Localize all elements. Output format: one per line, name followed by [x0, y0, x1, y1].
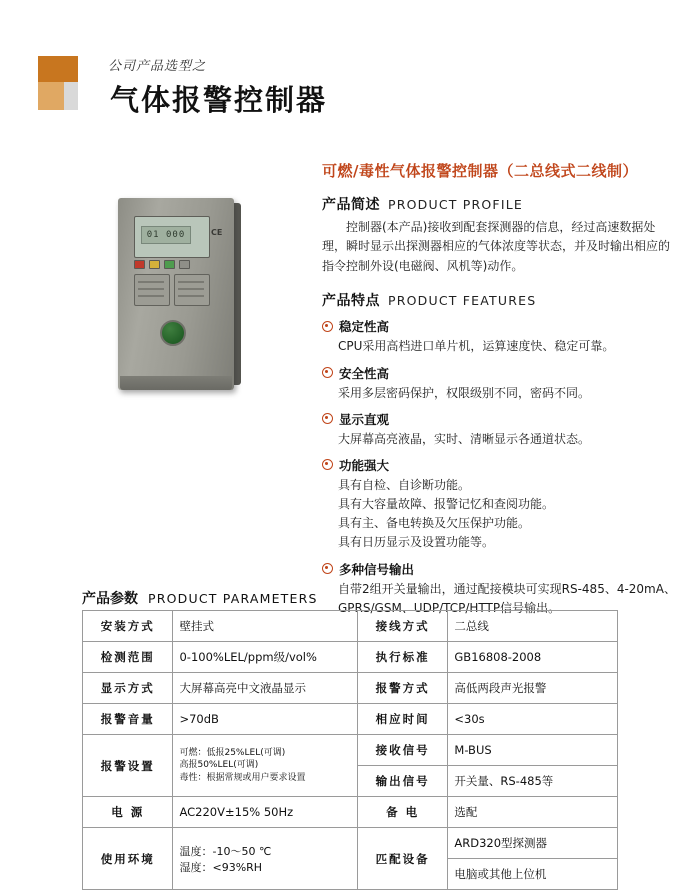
- device-lcd-readout: 01 000: [141, 226, 191, 244]
- param-value: <30s: [448, 704, 618, 735]
- parameters-table: [82, 610, 618, 890]
- feature-detail: [338, 384, 672, 403]
- feature-title: 显示直观: [339, 411, 390, 427]
- feature-title: 安全性高: [339, 365, 390, 381]
- param-label: 匹配设备: [357, 828, 447, 890]
- feature-line: GPRS/GSM、UDP/TCP/HTTP信号输出。: [338, 600, 561, 615]
- led-power-icon: [164, 260, 175, 269]
- param-value: AC220V±15% 50Hz: [173, 797, 357, 828]
- param-value: 电脑或其他上位机: [448, 859, 618, 890]
- device-left-panel: [134, 274, 170, 306]
- device-base: [120, 376, 232, 390]
- table-row: [83, 642, 618, 673]
- feature-line: 具有主、备电转换及欠压保护功能。: [338, 516, 531, 531]
- features-heading-en: PRODUCT FEATURES: [388, 293, 537, 309]
- profile-text: 控制器(本产品)接收到配套探测器的信息，经过高速数据处理，瞬时显示出探测器相应的气体浓度等状态，并及时输出相应的指令控制外设(电磁阀、风机等)动作。: [322, 220, 671, 273]
- product-image: [118, 198, 250, 398]
- table-row: [83, 704, 618, 735]
- feature-item: [322, 364, 672, 403]
- feature-detail: [338, 337, 672, 356]
- param-value-multiline: [173, 828, 357, 890]
- feature-detail: [338, 430, 672, 449]
- param-value: 选配: [448, 797, 618, 828]
- param-label: 接线方式: [357, 611, 447, 642]
- device-enclosure: [118, 198, 234, 390]
- param-value-multiline: [173, 735, 357, 797]
- param-label: 显示方式: [83, 673, 173, 704]
- page-title: 气体报警控制器: [110, 83, 328, 117]
- led-status-icon: [179, 260, 190, 269]
- param-label: 报警音量: [83, 704, 173, 735]
- param-value: ARD320型探测器: [448, 828, 618, 859]
- param-label: 执行标准: [357, 642, 447, 673]
- param-value: 高低两段声光报警: [448, 673, 618, 704]
- param-value-line: 可燃：低报25%LEL(可调): [179, 748, 286, 759]
- feature-title-row: [322, 317, 672, 335]
- ce-mark-icon: CE: [211, 228, 223, 237]
- header-accent-block-tan: [38, 82, 64, 110]
- param-value: 开关量、RS-485等: [448, 766, 618, 797]
- section-heading-parameters: [82, 588, 318, 608]
- section-heading-features: [322, 290, 672, 310]
- param-label: 报警设置: [83, 735, 173, 797]
- table-row: [83, 828, 618, 859]
- product-content: [322, 194, 676, 618]
- features-heading-cn: 产品特点: [322, 293, 380, 310]
- table-row: [83, 673, 618, 704]
- table-row: [83, 797, 618, 828]
- feature-item: [322, 456, 672, 553]
- param-value: 0-100%LEL/ppm级/vol%: [173, 642, 357, 673]
- bullet-icon: [322, 321, 333, 332]
- param-value-line: 温度：-10～50 ℃: [179, 844, 272, 858]
- param-label: 使用环境: [83, 828, 173, 890]
- param-value-line: 毒性：根据常规或用户要求设置: [179, 772, 306, 783]
- section-heading-profile: [322, 194, 672, 214]
- bullet-icon: [322, 413, 333, 424]
- feature-line: 采用多层密码保护，权限级别不同，密码不同。: [338, 385, 591, 400]
- feature-line: 具有日历显示及设置功能等。: [338, 535, 495, 550]
- param-label: 相应时间: [357, 704, 447, 735]
- feature-line: CPU采用高档进口单片机，运算速度快、稳定可靠。: [338, 339, 615, 354]
- param-label: 输出信号: [357, 766, 447, 797]
- device-power-knob-icon: [160, 320, 186, 346]
- bullet-icon: [322, 563, 333, 574]
- page-header: [0, 0, 700, 130]
- table-row: [83, 735, 618, 766]
- feature-line: 具有自检、自诊断功能。: [338, 477, 471, 492]
- feature-line: 自带2组开关量输出，通过配接模块可实现RS-485、4-20mA、: [338, 581, 676, 596]
- product-title: 可燃/毒性气体报警控制器（二总线式二线制）: [322, 162, 638, 180]
- param-value: M-BUS: [448, 735, 618, 766]
- param-value-line: 湿度：<93%RH: [179, 860, 263, 874]
- led-alarm-icon: [134, 260, 145, 269]
- param-label: 电 源: [83, 797, 173, 828]
- feature-item: [322, 317, 672, 356]
- param-label: 报警方式: [357, 673, 447, 704]
- feature-title: 功能强大: [339, 457, 390, 473]
- feature-item: [322, 410, 672, 449]
- header-subtitle: 公司产品选型之: [108, 59, 207, 74]
- feature-title-row: [322, 410, 672, 428]
- table-row: [83, 611, 618, 642]
- param-value: 大屏幕高亮中文液晶显示: [173, 673, 357, 704]
- led-fault-icon: [149, 260, 160, 269]
- product-features: [322, 290, 676, 618]
- feature-title: 多种信号输出: [339, 561, 415, 577]
- feature-title-row: [322, 456, 672, 474]
- param-value: 壁挂式: [173, 611, 357, 642]
- param-value: >70dB: [173, 704, 357, 735]
- feature-title-row: [322, 364, 672, 382]
- feature-title: 稳定性高: [339, 319, 390, 335]
- parameters-heading-cn: 产品参数: [82, 591, 138, 607]
- param-value: 二总线: [448, 611, 618, 642]
- parameters-heading-en: PRODUCT PARAMETERS: [148, 591, 318, 606]
- device-right-panel: [174, 274, 210, 306]
- param-value: GB16808-2008: [448, 642, 618, 673]
- param-label: 备 电: [357, 797, 447, 828]
- profile-heading-en: PRODUCT PROFILE: [388, 197, 523, 212]
- feature-line: 大屏幕高亮液晶，实时、清晰显示各通道状态。: [338, 431, 591, 446]
- bullet-icon: [322, 367, 333, 378]
- feature-title-row: [322, 560, 672, 578]
- param-value-line: 高报50%LEL(可调): [179, 760, 259, 771]
- param-label: 安装方式: [83, 611, 173, 642]
- device-lcd-screen: [134, 216, 210, 258]
- device-indicator-leds: [134, 260, 208, 268]
- feature-line: 具有大容量故障、报警记忆和查阅功能。: [338, 497, 555, 512]
- param-label: 接收信号: [357, 735, 447, 766]
- header-accent-block-grey: [64, 82, 78, 110]
- profile-heading-cn: 产品简述: [322, 197, 380, 213]
- bullet-icon: [322, 459, 333, 470]
- header-accent-block-orange: [38, 56, 78, 82]
- param-label: 检测范围: [83, 642, 173, 673]
- feature-detail: [338, 476, 672, 553]
